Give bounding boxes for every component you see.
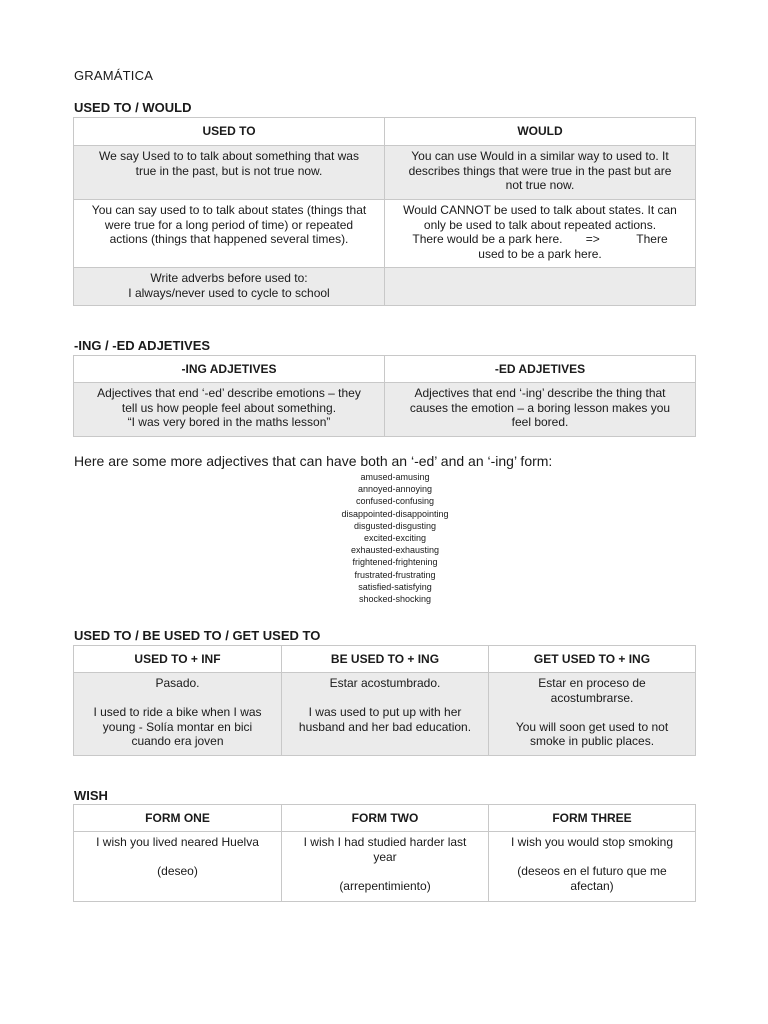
- ing-ed-adjectives-table: [73, 355, 696, 437]
- cell-text: describes things that were true in the past but are: [408, 163, 672, 178]
- cell-text: [80, 850, 275, 865]
- table-row: [74, 832, 696, 902]
- table-cell: [385, 200, 696, 268]
- cell-text: causes the emotion – a boring lesson makes you: [409, 400, 671, 415]
- list-item: frightened-frightening: [352, 557, 438, 568]
- table-cell: [385, 146, 696, 200]
- cell-text: tell us how people feel about something.: [121, 400, 337, 415]
- cell-text: year: [373, 849, 397, 864]
- cell-text: true in the past, but is not true now.: [135, 163, 323, 178]
- cell-text: I wish you would stop smoking: [510, 835, 674, 849]
- cell-text: Adjectives that end ‘-ed’ describe emotions – they: [97, 386, 361, 400]
- table-cell: [385, 383, 696, 437]
- cell-text: Estar acostumbrado.: [329, 676, 441, 690]
- table-cell-empty: [385, 268, 696, 306]
- cell-text: I used to ride a bike when I was: [93, 705, 262, 719]
- cell-text: used to be a park here.: [478, 246, 602, 261]
- cell-text: Write adverbs before used to:: [150, 271, 308, 285]
- column-header: -ED ADJETIVES: [385, 356, 696, 383]
- cell-text: acostumbrarse.: [550, 690, 634, 705]
- cell-text: were true for a long period of time) or repeated: [104, 217, 354, 232]
- table-cell: [74, 200, 385, 268]
- table-cell: [282, 673, 489, 756]
- column-header: GET USED TO + ING: [489, 646, 696, 673]
- cell-text: You will soon get used to not: [515, 719, 669, 734]
- cell-text: cuando era joven: [131, 734, 224, 748]
- table-cell: [74, 832, 282, 902]
- cell-text: not true now.: [505, 178, 575, 192]
- table-row: [74, 383, 696, 437]
- cell-text: (arrepentimiento): [339, 878, 431, 893]
- used-to-variants-table: [73, 645, 696, 756]
- cell-text: You can use Would in a similar way to used to. It: [411, 149, 669, 163]
- cell-text: [80, 691, 275, 706]
- section-heading-wish: WISH: [74, 788, 108, 803]
- table-cell: [74, 673, 282, 756]
- cell-text: young - Solía montar en bici: [102, 719, 253, 734]
- cell-text: only be used to talk about repeated actions.: [423, 217, 657, 232]
- table-cell: [74, 146, 385, 200]
- cell-text: actions (things that happened several times).: [109, 232, 349, 246]
- cell-text: I was used to put up with her: [308, 705, 462, 719]
- cell-text: I wish you lived neared Huelva: [96, 835, 259, 849]
- section-heading-ing-ed-adjectives: -ING / -ED ADJETIVES: [74, 338, 211, 353]
- table-cell: [282, 832, 489, 902]
- table-cell: [489, 832, 696, 902]
- column-header: -ING ADJETIVES: [74, 356, 385, 383]
- cell-text: smoke in public places.: [529, 734, 655, 748]
- cell-text: afectan): [570, 878, 614, 893]
- list-item: satisfied-satisfying: [358, 581, 432, 592]
- table-cell: [489, 673, 696, 756]
- column-header: FORM ONE: [74, 805, 282, 832]
- table-row: [74, 268, 696, 306]
- cell-text: [288, 864, 482, 879]
- cell-text: [495, 850, 689, 865]
- cell-text: I always/never used to cycle to school: [128, 285, 330, 300]
- column-header: WOULD: [385, 118, 696, 146]
- table-cell: [74, 268, 385, 306]
- cell-text: We say Used to to talk about something that was: [99, 149, 359, 163]
- column-header: BE USED TO + ING: [282, 646, 489, 673]
- cell-text: Adjectives that end ‘-ing’ describe the thing that: [414, 386, 666, 400]
- used-to-would-table: [73, 117, 696, 306]
- cell-text: (deseos en el futuro que me: [517, 864, 667, 878]
- table-row: [74, 200, 696, 268]
- cell-text: “I was very bored in the maths lesson”: [127, 415, 331, 429]
- column-header: FORM THREE: [489, 805, 696, 832]
- cell-text: There would be a park here. => There: [412, 232, 668, 246]
- column-header: USED TO: [74, 118, 385, 146]
- table-row: [74, 673, 696, 756]
- cell-text: [391, 271, 689, 286]
- cell-text: feel bored.: [511, 415, 569, 429]
- list-item: shocked-shocking: [358, 594, 432, 605]
- list-item: excited-exciting: [363, 533, 427, 544]
- cell-text: Would CANNOT be used to talk about states. It can: [403, 203, 677, 217]
- table-row: [74, 146, 696, 200]
- section-heading-used-to-would: USED TO / WOULD: [74, 100, 192, 115]
- list-item: disappointed-disappointing: [341, 508, 449, 519]
- table-cell: [74, 383, 385, 437]
- adjectives-intro: Here are some more adjectives that can have both an ‘-ed’ and an ‘-ing’ form:: [74, 453, 553, 469]
- adjective-pairs-list: [280, 471, 510, 605]
- cell-text: (deseo): [157, 864, 198, 878]
- document-title: GRAMÁTICA: [74, 68, 154, 83]
- list-item: confused-confusing: [355, 496, 435, 507]
- wish-table: [73, 804, 696, 902]
- list-item: exhausted-exhausting: [350, 545, 440, 556]
- cell-text: You can say used to to talk about states (things that: [91, 203, 367, 217]
- column-header: USED TO + INF: [74, 646, 282, 673]
- list-item: annoyed-annoying: [357, 484, 433, 495]
- cell-text: [495, 705, 689, 720]
- list-item: disgusted-disgusting: [353, 520, 437, 531]
- list-item: frustrated-frustrating: [354, 569, 436, 580]
- section-heading-used-to-variants: USED TO / BE USED TO / GET USED TO: [74, 628, 321, 643]
- cell-text: husband and her bad education.: [298, 719, 472, 734]
- cell-text: Pasado.: [155, 676, 200, 690]
- cell-text: Estar en proceso de: [538, 676, 646, 690]
- column-header: FORM TWO: [282, 805, 489, 832]
- list-item: amused-amusing: [360, 472, 430, 482]
- cell-text: [288, 691, 482, 706]
- cell-text: I wish I had studied harder last: [303, 835, 467, 849]
